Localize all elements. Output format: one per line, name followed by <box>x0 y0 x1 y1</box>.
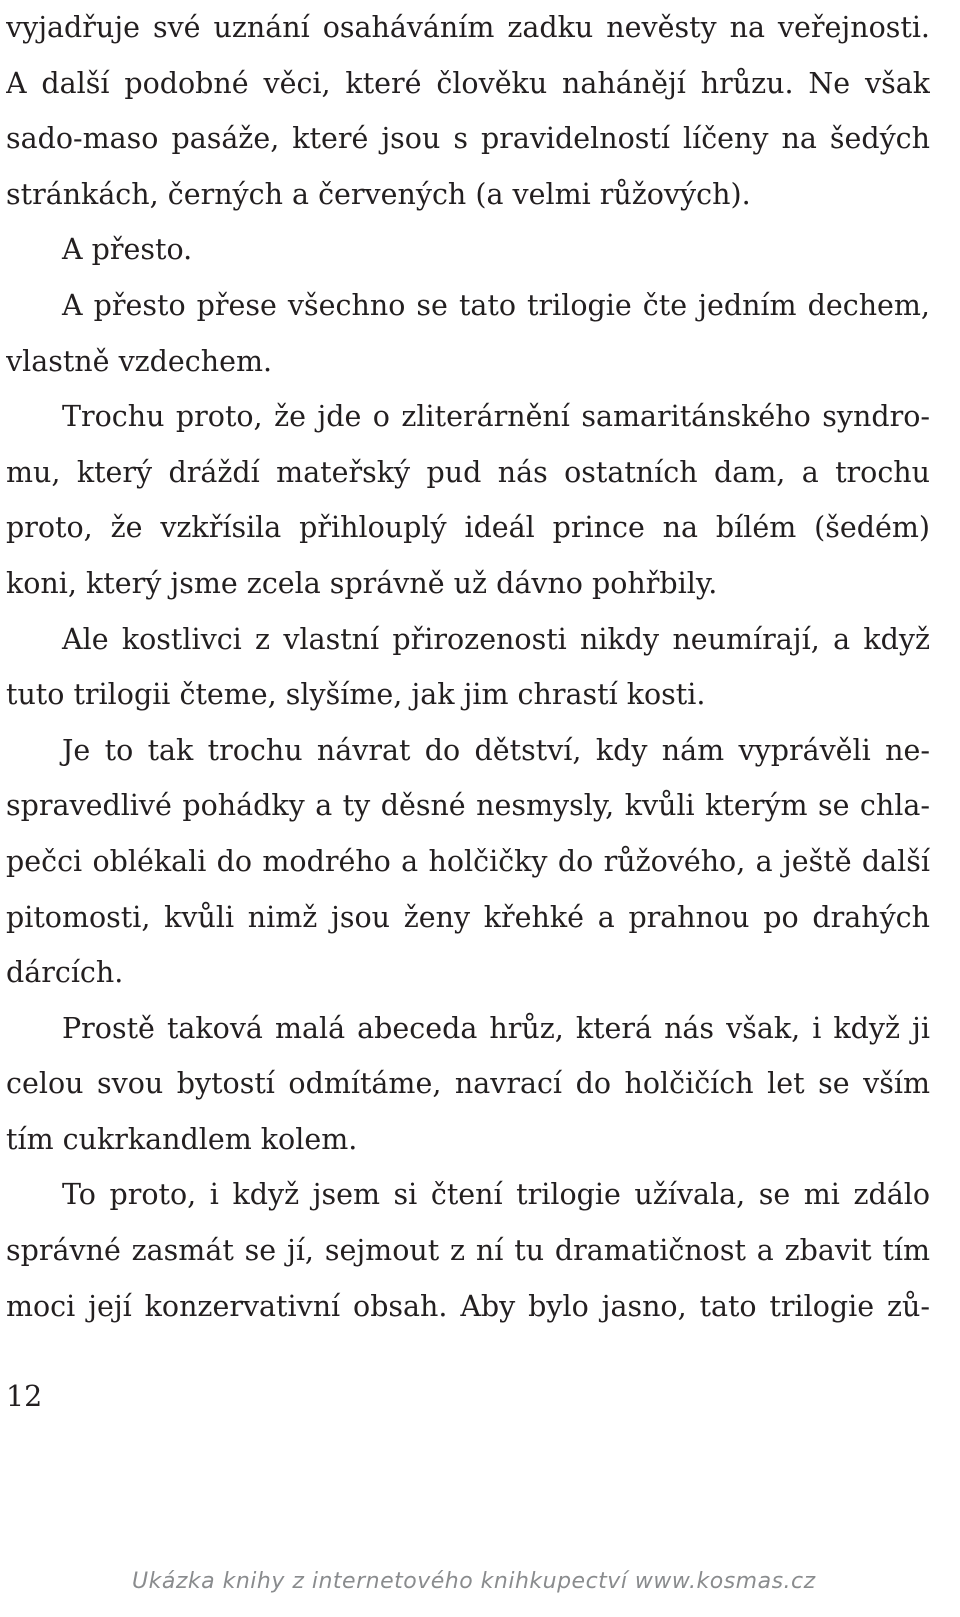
text-line: tuto trilogii čteme, slyšíme, jak jim chrastí kosti. <box>6 678 706 712</box>
footer-watermark: Ukázka knihy z internetového knihkupectví www.kosmas.cz <box>132 1569 816 1594</box>
text-line: vyjadřuje své uznání osaháváním zadku nevěsty na veřejnosti. <box>6 11 930 44</box>
text-line: Je to tak trochu návrat do dětství, kdy nám vyprávěli ne- <box>62 733 930 767</box>
text-line: moci její konzervativní obsah. Aby bylo jasno, tato trilogie zů- <box>6 1289 930 1323</box>
text-line: dárcích. <box>6 956 124 990</box>
text-line: celou svou bytostí odmítáme, navrací do holčičích let se vším <box>6 1067 930 1101</box>
text-line: tím cukrkandlem kolem. <box>6 1122 358 1156</box>
text-line: To proto, i když jsem si čtení trilogie užívala, se mi zdálo <box>62 1178 930 1212</box>
text-line: vlastně vzdechem. <box>6 344 273 378</box>
body-text <box>6 0 930 1334</box>
text-line: koni, který jsme zcela správně už dávno pohřbily. <box>6 566 718 600</box>
text-line: A přesto. <box>62 233 193 267</box>
text-line: stránkách, černých a červených (a velmi růžových). <box>6 177 751 211</box>
text-line: spravedlivé pohádky a ty děsné nesmysly, kvůli kterým se chla- <box>6 789 930 823</box>
text-line: pitomosti, kvůli nimž jsou ženy křehké a prahnou po drahých <box>6 900 930 934</box>
text-line: mu, který dráždí mateřský pud nás ostatních dam, a trochu <box>6 455 930 489</box>
text-line: Trochu proto, že jde o zliterárnění samaritánského syndro- <box>62 400 930 434</box>
text-line: správné zasmát se jí, sejmout z ní tu dramatičnost a zbavit tím <box>6 1234 930 1268</box>
text-line: sado-maso pasáže, které jsou s pravidelností líčeny na šedých <box>6 122 930 156</box>
text-line: Prostě taková malá abeceda hrůz, která nás však, i když ji <box>62 1011 930 1045</box>
text-line: pečci oblékali do modrého a holčičky do růžového, a ještě další <box>6 844 930 878</box>
text-line: A přesto přese všechno se tato trilogie čte jedním dechem, <box>62 288 930 322</box>
text-line: Ale kostlivci z vlastní přirozenosti nikdy neumírají, a když <box>62 622 930 656</box>
text-line: A další podobné věci, které člověku nahánějí hrůzu. Ne však <box>6 66 930 100</box>
page-number: 12 <box>6 1380 43 1413</box>
text-line: proto, že vzkřísila přihlouplý ideál prince na bílém (šedém) <box>6 511 930 545</box>
